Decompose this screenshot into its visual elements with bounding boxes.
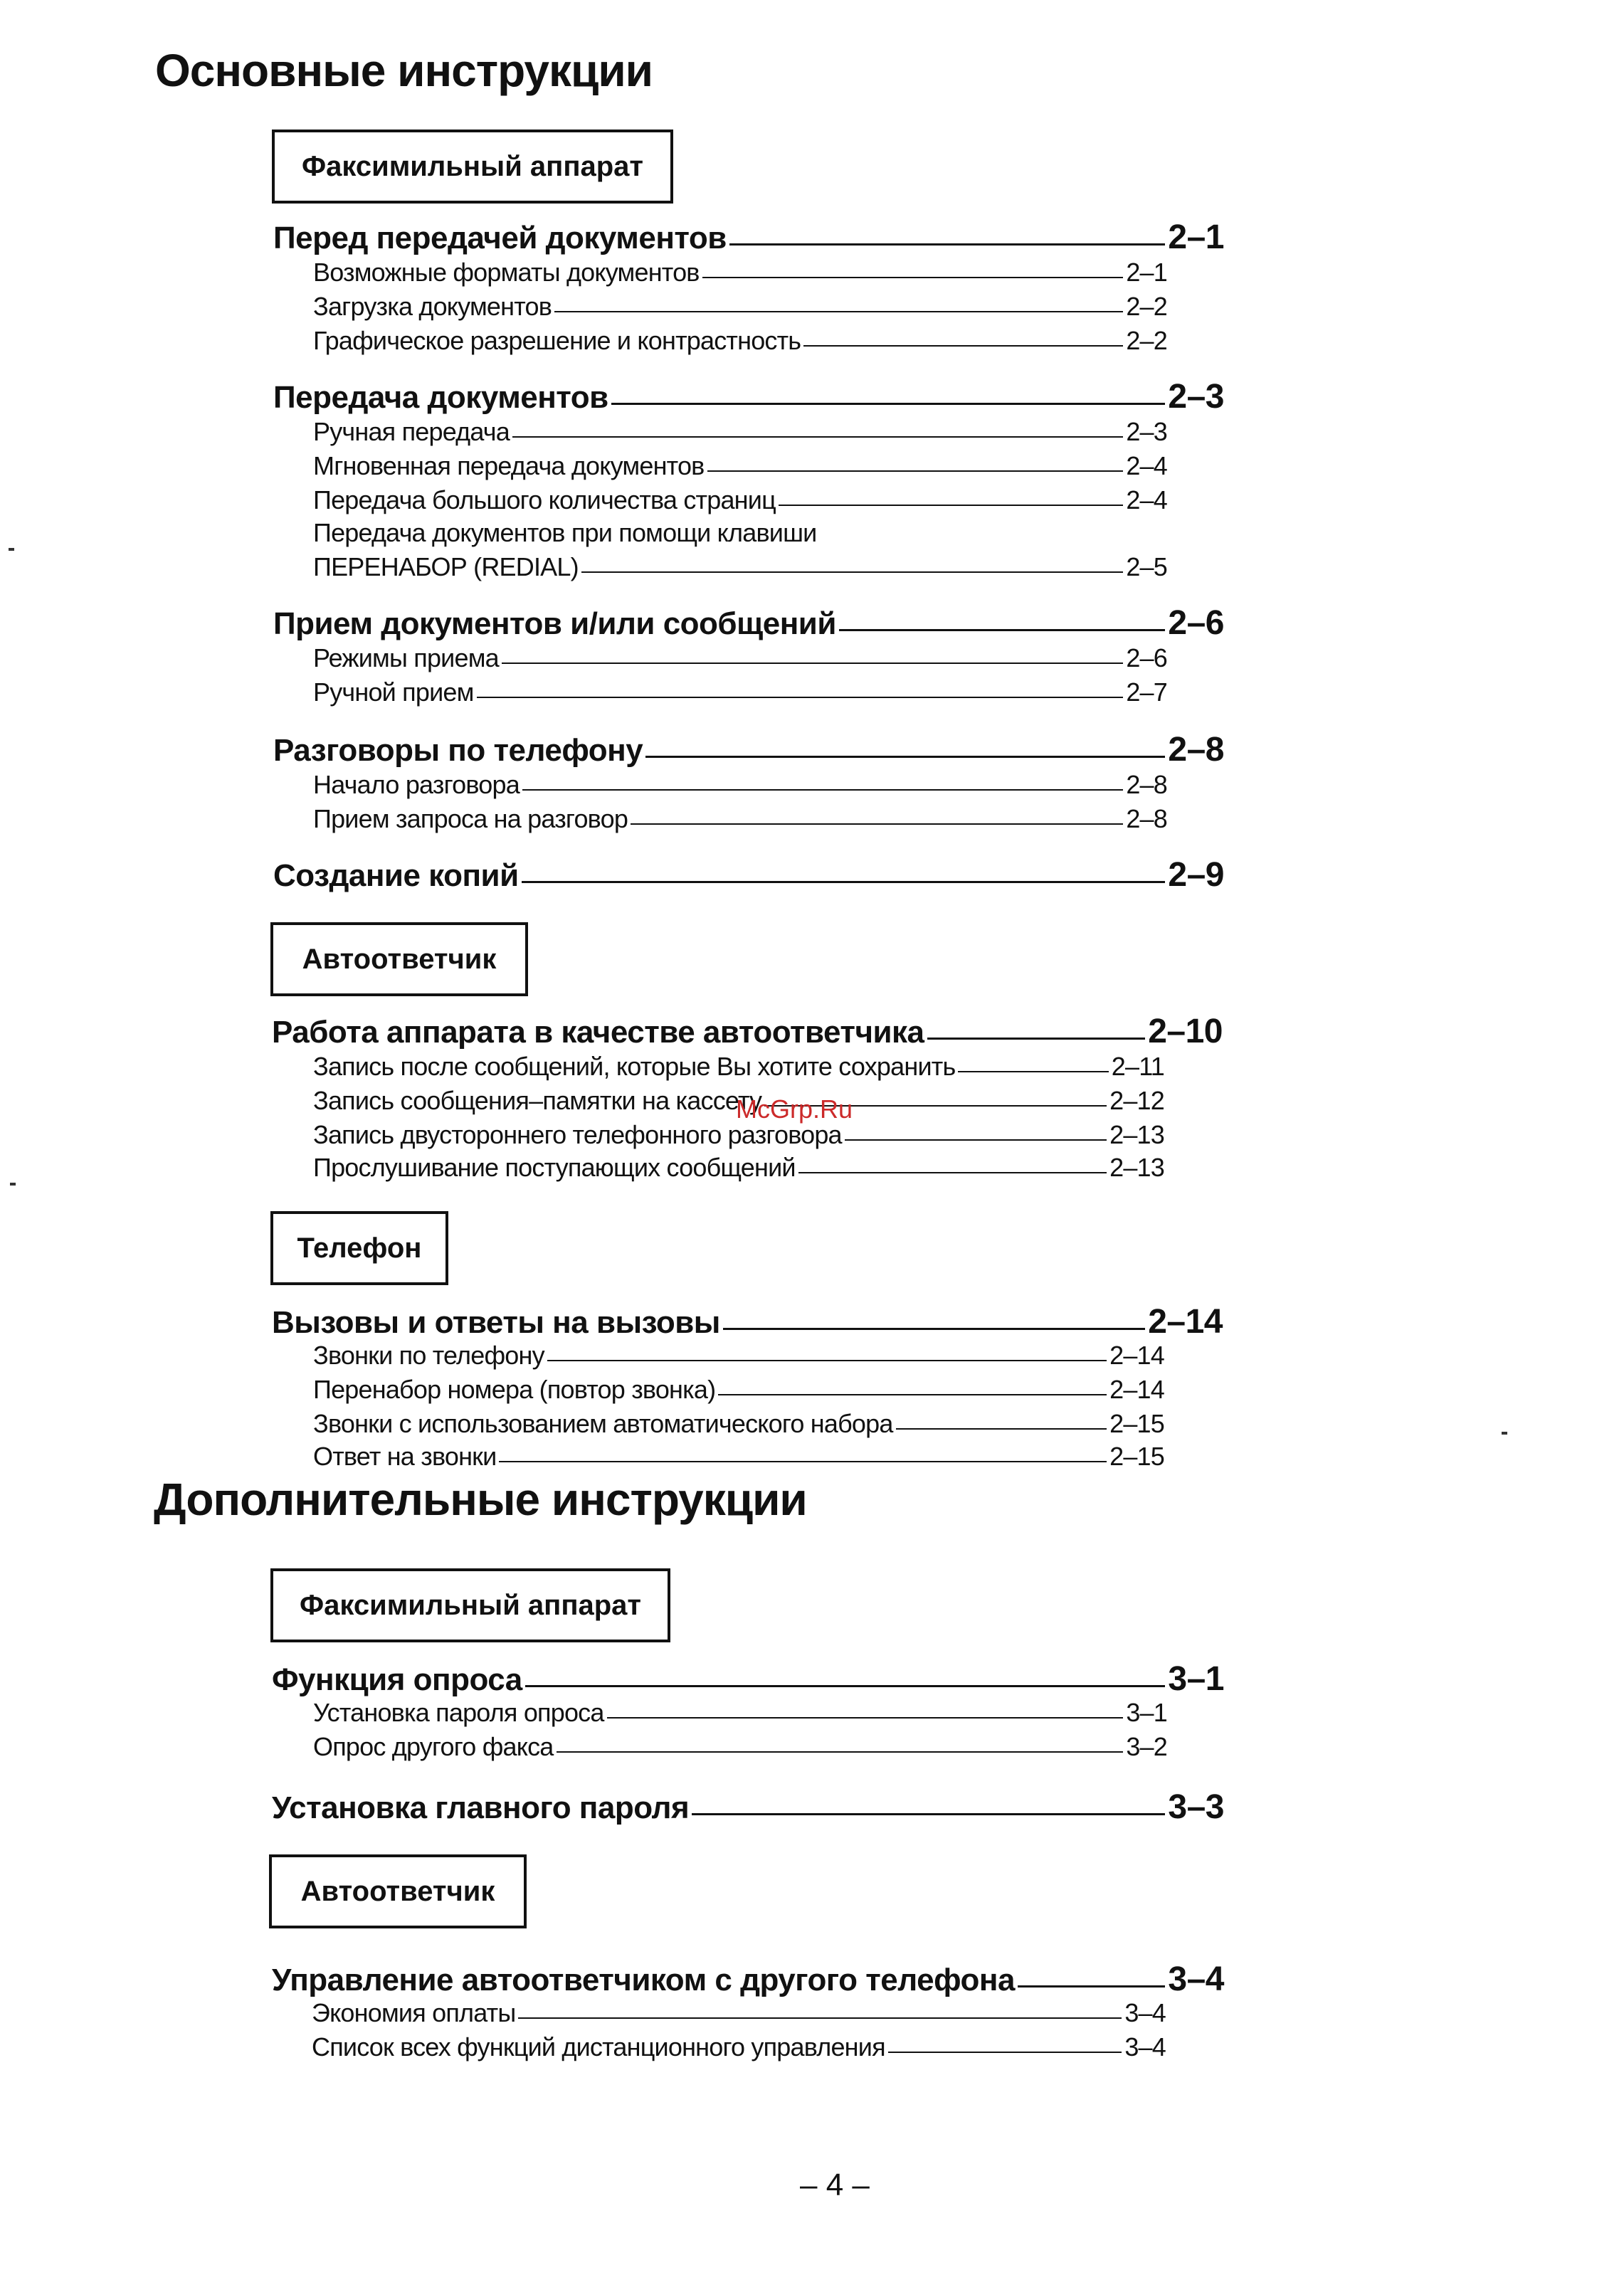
toc-section-title: Установка главного пароля xyxy=(272,1790,690,1825)
toc-section-title: Создание копий xyxy=(273,858,519,893)
section-box-fax: Факсимильный аппарат xyxy=(272,130,673,204)
toc-item[interactable] xyxy=(312,2032,1166,2062)
scan-speck xyxy=(10,1183,16,1186)
toc-item[interactable] xyxy=(313,417,1167,447)
scan-speck xyxy=(1502,1432,1507,1435)
toc-section-title: Управление автоответчиком с другого телефона xyxy=(272,1963,1015,1997)
leader-line xyxy=(845,1139,1107,1141)
toc-item[interactable] xyxy=(313,1442,1164,1472)
toc-item-title: Опрос другого факса xyxy=(313,1732,554,1761)
toc-item-page: 2–15 xyxy=(1109,1442,1164,1471)
toc-item[interactable] xyxy=(313,485,1167,515)
leader-line xyxy=(779,505,1123,506)
toc-section-title: Передача документов xyxy=(273,380,608,415)
toc-item-title: Перенабор номера (повтор звонка) xyxy=(313,1375,716,1404)
toc-item-title: Звонки с использованием автоматического набора xyxy=(313,1409,893,1438)
toc-section[interactable] xyxy=(273,855,1224,894)
page-number: – 4 – xyxy=(800,2168,870,2202)
toc-item-title: Экономия оплаты xyxy=(312,1998,516,2027)
section-box-phone: Телефон xyxy=(270,1211,448,1285)
part1-title: Основные инструкции xyxy=(155,45,653,96)
toc-section[interactable] xyxy=(272,1960,1224,1999)
toc-section-title: Прием документов и/или сообщений xyxy=(273,606,836,641)
toc-section-page: 2–1 xyxy=(1168,218,1224,256)
toc-item-page: 2–4 xyxy=(1126,485,1167,514)
toc-item-title-line1: Передача документов при помощи клавиши xyxy=(313,518,817,547)
toc-item-page: 2–3 xyxy=(1126,417,1167,446)
toc-item-title: Список всех функций дистанционного управления xyxy=(312,2032,885,2062)
toc-item-title: Установка пароля опроса xyxy=(313,1698,604,1727)
section-box-answering: Автоответчик xyxy=(270,922,528,996)
leader-line xyxy=(718,1394,1107,1395)
toc-item[interactable] xyxy=(313,1732,1167,1762)
leader-line xyxy=(803,345,1123,347)
toc-item-page: 2–11 xyxy=(1111,1052,1164,1081)
toc-item[interactable] xyxy=(313,1375,1164,1405)
leader-line xyxy=(477,697,1124,698)
toc-section[interactable] xyxy=(273,377,1224,416)
toc-item-title: Графическое разрешение и контрастность xyxy=(313,326,801,355)
leader-line xyxy=(798,1172,1107,1173)
leader-line xyxy=(518,2017,1122,2019)
toc-section[interactable] xyxy=(273,218,1224,257)
toc-section[interactable] xyxy=(272,1659,1224,1699)
part2-title: Дополнительные инструкции xyxy=(154,1474,807,1525)
toc-item-page: 2–14 xyxy=(1109,1341,1164,1370)
toc-section[interactable] xyxy=(272,1012,1223,1051)
toc-item[interactable] xyxy=(313,770,1167,800)
toc-section-title: Вызовы и ответы на вызовы xyxy=(272,1305,720,1340)
toc-section-page: 3–1 xyxy=(1168,1660,1224,1698)
leader-line xyxy=(927,1038,1146,1040)
toc-item[interactable] xyxy=(313,1698,1167,1728)
toc-item-page: 3–4 xyxy=(1124,1998,1166,2027)
toc-item-page: 2–13 xyxy=(1109,1120,1164,1149)
leader-line xyxy=(502,662,1123,664)
leader-line xyxy=(729,243,1166,246)
toc-section-title: Работа аппарата в качестве автоответчика xyxy=(272,1015,924,1050)
leader-line xyxy=(581,571,1124,573)
leader-line xyxy=(723,1328,1145,1330)
toc-item-title: Запись после сообщений, которые Вы хотите сохранить xyxy=(313,1052,956,1081)
toc-item-page: 2–8 xyxy=(1126,804,1167,833)
toc-item-title: Запись сообщения–памятки на кассету xyxy=(313,1086,762,1115)
toc-item[interactable] xyxy=(313,326,1167,356)
toc-item-title: Прослушивание поступающих сообщений xyxy=(313,1153,796,1182)
toc-item-title: Передача большого количества страниц xyxy=(313,485,776,514)
toc-item-page: 2–5 xyxy=(1126,552,1167,581)
section-box-fax: Факсимильный аппарат xyxy=(270,1568,670,1642)
leader-line xyxy=(611,403,1166,405)
toc-item-page: 2–12 xyxy=(1109,1086,1164,1115)
leader-line xyxy=(499,1461,1107,1462)
toc-section-page: 2–3 xyxy=(1168,378,1224,416)
toc-section[interactable] xyxy=(273,730,1224,769)
toc-section-title: Функция опроса xyxy=(272,1662,522,1697)
toc-section[interactable] xyxy=(272,1788,1224,1827)
toc-item-page: 2–14 xyxy=(1109,1375,1164,1404)
toc-item-page: 2–1 xyxy=(1126,258,1167,287)
leader-line xyxy=(522,881,1166,883)
toc-section-page: 3–3 xyxy=(1168,1788,1224,1826)
toc-item-title: Звонки по телефону xyxy=(313,1341,544,1370)
toc-item[interactable] xyxy=(313,1341,1164,1371)
toc-item[interactable] xyxy=(313,1052,1164,1082)
toc-item-title: Загрузка документов xyxy=(313,292,552,321)
toc-item-title: Режимы приема xyxy=(313,643,499,672)
toc-item-page: 2–6 xyxy=(1126,643,1167,672)
toc-section[interactable] xyxy=(273,603,1224,643)
toc-item-page: 2–2 xyxy=(1126,326,1167,355)
scan-speck xyxy=(9,548,14,551)
leader-line xyxy=(958,1071,1108,1072)
leader-line xyxy=(692,1813,1165,1815)
leader-line xyxy=(525,1685,1166,1687)
toc-item-title: Прием запроса на разговор xyxy=(313,804,628,833)
toc-item-page: 2–2 xyxy=(1126,292,1167,321)
leader-line xyxy=(1018,1985,1165,1987)
toc-section-page: 2–6 xyxy=(1168,604,1224,642)
leader-line xyxy=(645,756,1165,758)
toc-item-title-line2: ПЕРЕНАБОР (REDIAL) xyxy=(313,552,579,581)
toc-section[interactable] xyxy=(272,1302,1223,1341)
leader-line xyxy=(702,277,1124,278)
toc-item[interactable] xyxy=(313,804,1167,834)
toc-item-title: Начало разговора xyxy=(313,770,520,799)
toc-item-page: 2–7 xyxy=(1126,677,1167,707)
leader-line xyxy=(707,470,1124,472)
toc-item[interactable] xyxy=(313,1153,1164,1183)
toc-item-page: 3–2 xyxy=(1126,1732,1167,1761)
toc-item[interactable] xyxy=(313,1120,1164,1150)
toc-item[interactable] xyxy=(313,1409,1164,1439)
toc-item-title: Ответ на звонки xyxy=(313,1442,497,1471)
leader-line xyxy=(512,436,1123,438)
toc-item-page: 3–4 xyxy=(1124,2032,1166,2062)
toc-section-title: Перед передачей документов xyxy=(273,221,727,255)
toc-item-page: 2–15 xyxy=(1109,1409,1164,1438)
leader-line xyxy=(888,2052,1122,2053)
toc-section-page: 2–10 xyxy=(1148,1013,1223,1050)
leader-line xyxy=(607,1717,1124,1719)
leader-line xyxy=(557,1751,1124,1753)
toc-item-title: Возможные форматы документов xyxy=(313,258,700,287)
toc-item-page: 3–1 xyxy=(1126,1698,1167,1727)
toc-item[interactable] xyxy=(313,552,1167,582)
toc-item[interactable] xyxy=(313,451,1167,481)
watermark: McGrp.Ru xyxy=(736,1094,853,1124)
toc-section-title: Разговоры по телефону xyxy=(273,733,643,768)
toc-item-title: Запись двустороннего телефонного разговора xyxy=(313,1120,842,1149)
toc-item-title: Мгновенная передача документов xyxy=(313,451,705,480)
toc-section-page: 2–8 xyxy=(1168,731,1224,769)
toc-section-page: 2–9 xyxy=(1168,856,1224,894)
toc-item[interactable] xyxy=(313,258,1167,287)
section-box-answering: Автоответчик xyxy=(269,1854,527,1928)
toc-item[interactable] xyxy=(313,643,1167,673)
toc-item-page: 2–13 xyxy=(1109,1153,1164,1182)
leader-line xyxy=(554,311,1123,312)
leader-line xyxy=(839,629,1166,631)
leader-line xyxy=(522,789,1123,791)
toc-item[interactable] xyxy=(313,677,1167,707)
leader-line xyxy=(896,1428,1107,1430)
toc-item-page: 2–4 xyxy=(1126,451,1167,480)
toc-item-page: 2–8 xyxy=(1126,770,1167,799)
toc-item[interactable] xyxy=(312,1998,1166,2028)
toc-item-title: Ручная передача xyxy=(313,417,510,446)
toc-section-page: 3–4 xyxy=(1168,1960,1224,1998)
toc-item[interactable] xyxy=(313,292,1167,322)
toc-item-title: Ручной прием xyxy=(313,677,474,707)
leader-line xyxy=(547,1360,1107,1361)
toc-section-page: 2–14 xyxy=(1148,1303,1223,1341)
leader-line xyxy=(631,823,1123,825)
